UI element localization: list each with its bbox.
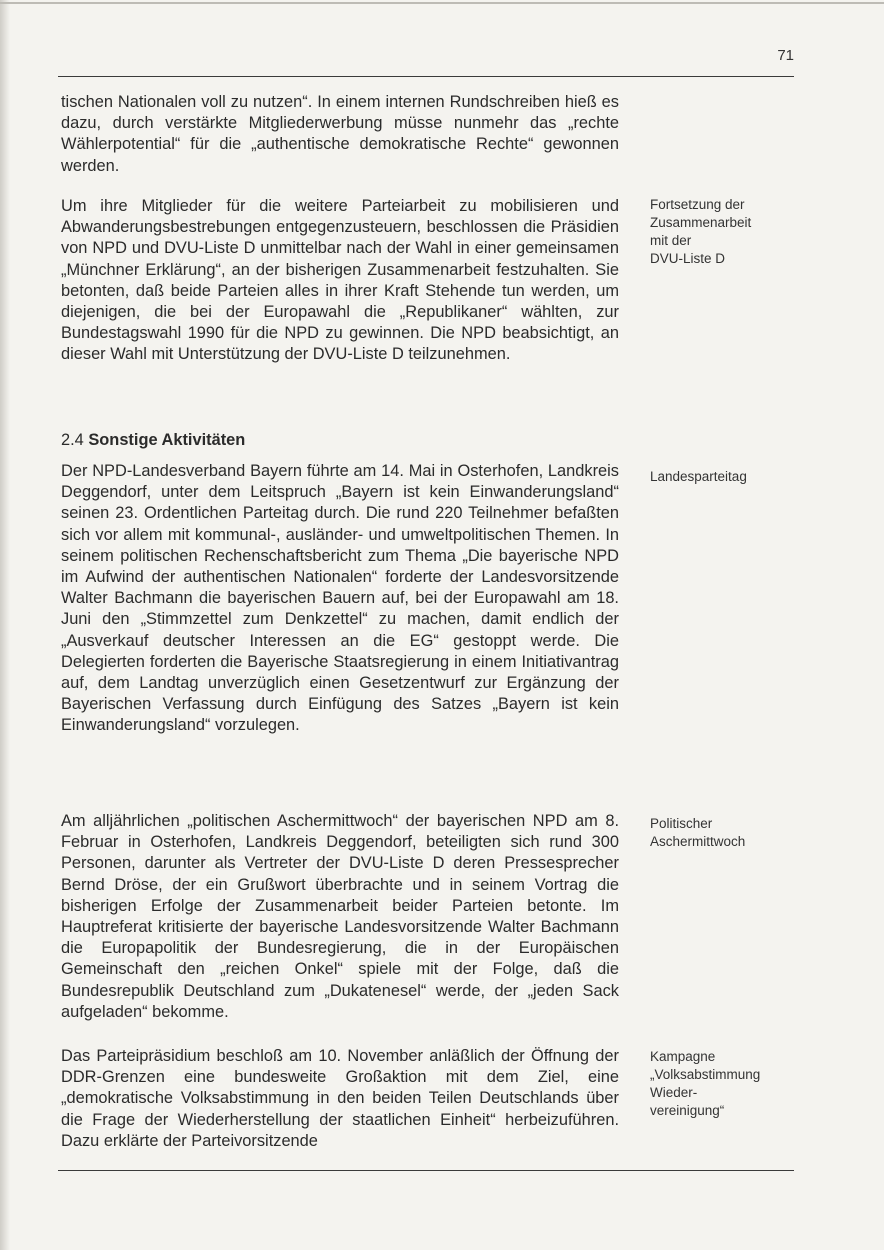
- margin-note-zusammenarbeit: [650, 196, 800, 268]
- header-rule: [58, 76, 794, 77]
- margin-note-kampagne: [650, 1048, 800, 1120]
- margin-note-line: „Volksabstimmung: [650, 1067, 761, 1082]
- paragraph-1: tischen Nationalen voll zu nutzen“. In einem internen Rundschreiben hieß es dazu, durch verstärkte Mitgliederwerbung müsse nunmehr das „rechte Wählerpotential“ für die „authentische demokratische Rechte“ gewonnen werden.: [61, 93, 619, 175]
- margin-note-line: Politischer: [650, 816, 713, 831]
- paragraph-5: Das Parteipräsidium beschloß am 10. November anläßlich der Öffnung der DDR-Grenzen eine bundesweite Großaktion mit dem Ziel, eine „demokratische Volksabstimmung in den beiden Teilen Deutschlands über die Frage der Wiederherstellung der staatlichen Einheit“ herbeizuführen. Dazu erklärte der Parteivorsitzende: [61, 1047, 619, 1150]
- margin-note-line: Zusammenarbeit: [650, 215, 752, 230]
- footer-rule: [58, 1170, 794, 1171]
- section-number: 2.4: [61, 431, 84, 449]
- margin-note-line: Aschermittwoch: [650, 834, 746, 849]
- section-heading: [61, 430, 245, 451]
- margin-note-line: Landesparteitag: [650, 469, 747, 484]
- scan-top-edge: [0, 2, 884, 4]
- margin-note-line: mit der: [650, 233, 692, 248]
- margin-note-line: DVU-Liste D: [650, 251, 726, 266]
- page-edge-shadow: [0, 0, 10, 1250]
- margin-note-line: Wieder-: [650, 1085, 698, 1100]
- paragraph-2: Um ihre Mitglieder für die weitere Parteiarbeit zu mobilisieren und Abwanderungsbestrebungen entgegenzusteuern, beschlossen die Präsidien von NPD und DVU-Liste D unmittelbar nach der Wahl in einer gemeinsamen „Münchner Erklärung“, an der bisherigen Zusammenarbeit festzuhalten. Sie betonten, daß beide Parteien alles in ihrer Kraft Stehende tun werden, um diejenigen, die bei der Europawahl die „Republikaner“ wählten, zur Bundestagswahl 1990 für die NPD zu gewinnen. Die NPD beabsichtigt, an dieser Wahl mit Unterstützung der DVU-Liste D teilzunehmen.: [61, 197, 619, 364]
- section-title: Sonstige Aktivitäten: [88, 431, 246, 449]
- paragraph-3: Der NPD-Landesverband Bayern führte am 14. Mai in Osterhofen, Landkreis Deggendorf, unter dem Leitspruch „Bayern ist kein Einwanderungsland“ seinen 23. Ordentlichen Parteitag durch. Die rund 220 Teilnehmer befaßten sich vor allem mit kommunal-, ausländer- und umweltpolitischen Themen. In seinem politischen Rechenschaftsbericht zum Thema „Die bayerische NPD im Aufwind der authentischen Nationalen“ forderte der Landesvorsitzende Walter Bachmann die bayerischen Bauern auf, bei der Europawahl am 18. Juni den „Stimmzettel zum Denkzettel“ zu machen, damit endlich der „Ausverkauf deutscher Interessen an die EG“ gestoppt werde. Die Delegierten forderten die Bayerische Staatsregierung in einem Initiativantrag auf, dem Landtag unverzüglich einen Gesetzentwurf zur Ergänzung der Bayerischen Verfassung durch Einfügung des Satzes „Bayern ist kein Einwanderungsland“ vorzulegen.: [61, 462, 619, 735]
- margin-note-aschermittwoch: [650, 815, 800, 851]
- margin-note-line: Kampagne: [650, 1049, 716, 1064]
- margin-note-line: Fortsetzung der: [650, 197, 745, 212]
- margin-note-landesparteitag: [650, 468, 800, 486]
- margin-note-line: vereinigung“: [650, 1103, 725, 1118]
- paragraph-4: Am alljährlichen „politischen Aschermittwoch“ der bayerischen NPD am 8. Februar in Osterhofen, Landkreis Deggendorf, beteiligten sich rund 300 Personen, darunter als Vertreter der DVU-Liste D deren Pressesprecher Bernd Dröse, der ein Grußwort überbrachte und in seinem Vortrag die bisherigen Erfolge der Zusammenarbeit beider Parteien betonte. Im Hauptreferat kritisierte der bayerische Landesvorsitzende Walter Bachmann die Europapolitik der Bundesregierung, die in der Europäischen Gemeinschaft den „reichen Onkel“ spiele mit der Folge, daß die Bundesrepublik Deutschland zum „Dukatenesel“ werde, der „jeden Sack aufgeladen“ bekomme.: [61, 812, 619, 1021]
- page-number: 71: [777, 47, 794, 64]
